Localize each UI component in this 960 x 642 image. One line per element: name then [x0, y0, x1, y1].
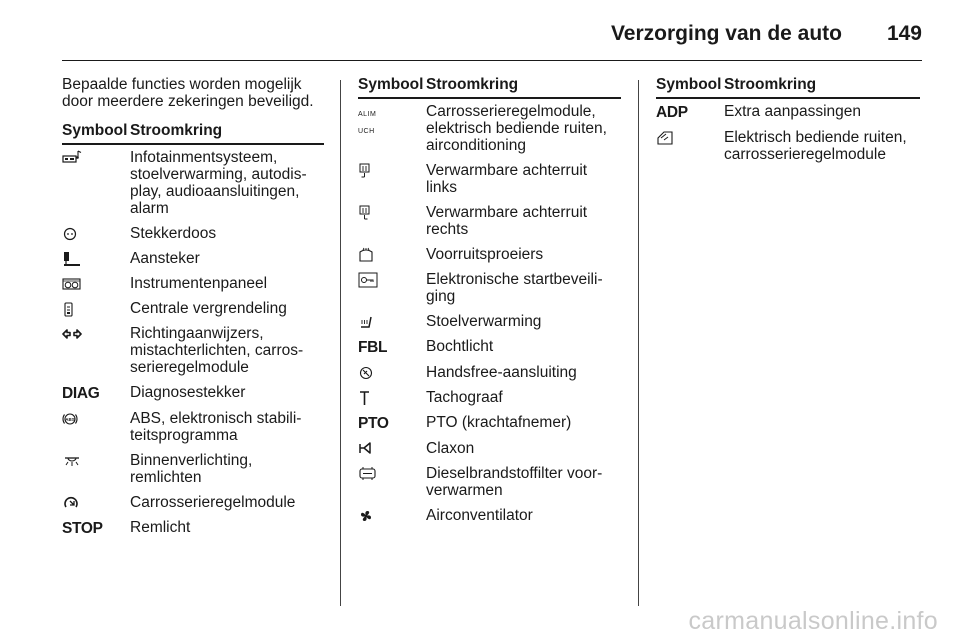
circuit-label: Elektrisch bediende ruiten, carrosserieregelmodule: [724, 129, 907, 163]
intro-text: Bepaalde functies worden mogelijk door meerdere zekeringen beveiligd.: [62, 76, 314, 110]
column-3: [656, 76, 920, 171]
interior-light-icon: [62, 453, 82, 469]
column-1: [62, 76, 324, 545]
body-control-icon: [62, 495, 82, 511]
table-row: [358, 313, 621, 330]
page-number: 149: [886, 22, 922, 45]
circuit-label: Stoelverwarming: [426, 313, 542, 330]
table-row: [358, 204, 621, 238]
circuit-label: Verwarmbare achterruit links: [426, 162, 588, 196]
table-row: [62, 519, 324, 537]
pto-symbol: PTO: [358, 415, 389, 432]
circuit-label: Remlicht: [130, 519, 191, 536]
circuit-label: Handsfree-aansluiting: [426, 364, 577, 381]
rear-defrost-left-icon: [358, 163, 378, 179]
page-title: Verzorging van de auto: [610, 22, 842, 45]
table-row: [62, 410, 324, 444]
fan-icon: [358, 508, 378, 524]
circuit-label: Airconventilator: [426, 507, 533, 524]
seat-heating-icon: [358, 314, 378, 330]
table-row: [358, 364, 621, 381]
table-row: [62, 149, 324, 217]
table-row: [656, 129, 920, 163]
table-row: [62, 275, 324, 292]
circuit-label: PTO (krachtafnemer): [426, 414, 572, 431]
table-header: [358, 76, 621, 99]
watermark: carmanualsonline.info: [688, 607, 938, 635]
column-divider: [638, 80, 639, 606]
stop-symbol: STOP: [62, 520, 103, 537]
circuit-header: Stroomkring: [130, 122, 223, 139]
power-window-icon: [656, 130, 676, 146]
handsfree-icon: [358, 365, 378, 381]
table-row: [358, 162, 621, 196]
symbol-header: Symbool: [62, 122, 128, 139]
circuit-header: Stroomkring: [426, 76, 519, 93]
table-row: [62, 384, 324, 402]
infotainment-icon: [62, 150, 82, 166]
table-header: [62, 122, 324, 145]
table-row: [358, 440, 621, 457]
washer-icon: [358, 247, 378, 263]
circuit-label: Centrale vergrendeling: [130, 300, 287, 317]
circuit-label: Diagnosestekker: [130, 384, 246, 401]
circuit-header: Stroomkring: [724, 76, 817, 93]
circuit-label: Dieselbrandstoffilter voor-verwarmen: [426, 465, 603, 499]
circuit-label: Instrumentenpaneel: [130, 275, 268, 292]
symbol-header: Symbool: [656, 76, 722, 93]
circuit-label: Claxon: [426, 440, 475, 457]
table-row: [62, 494, 324, 511]
table-row: [656, 103, 920, 121]
page-header: [62, 14, 922, 61]
table-header: [656, 76, 920, 99]
circuit-label: Infotainmentsysteem, stoelverwarming, autodis-play, audioaansluitingen, alarm: [130, 149, 307, 217]
circuit-label: Carrosserieregelmodule, elektrisch bediende ruiten, airconditioning: [426, 103, 607, 154]
alim-symbol: ALIM: [358, 111, 377, 118]
abs-icon: [62, 411, 82, 427]
circuit-label: Extra aanpassingen: [724, 103, 862, 120]
circuit-label: Richtingaanwijzers, mistachterlichten, carros-serieregelmodule: [130, 325, 304, 376]
symbol-header: Symbool: [358, 76, 424, 93]
circuit-label: Tachograaf: [426, 389, 503, 406]
power-socket-icon: [62, 226, 82, 242]
circuit-label: ABS, elektronisch stabili-teitsprogramma: [130, 410, 302, 444]
instrument-panel-icon: [62, 276, 82, 292]
table-row: [62, 225, 324, 242]
fbl-symbol: FBL: [358, 339, 388, 356]
table-row: [358, 465, 621, 499]
immobiliser-key-icon: [358, 272, 378, 288]
table-row: [62, 250, 324, 267]
table-row: [358, 338, 621, 356]
table-row: [62, 325, 324, 376]
table-row: [358, 389, 621, 406]
column-divider: [340, 80, 341, 606]
circuit-label: Elektronische startbeveili-ging: [426, 271, 603, 305]
circuit-label: Carrosserieregelmodule: [130, 494, 296, 511]
circuit-label: Voorruitsproeiers: [426, 246, 544, 263]
circuit-label: Binnenverlichting, remlichten: [130, 452, 253, 486]
table-row: [358, 271, 621, 305]
tachograph-icon: [358, 390, 378, 406]
adp-symbol: ADP: [656, 104, 688, 121]
circuit-label: Stekkerdoos: [130, 225, 217, 242]
table-row: [358, 103, 621, 154]
table-row: [358, 246, 621, 263]
circuit-label: Bochtlicht: [426, 338, 494, 355]
central-lock-icon: [62, 301, 82, 317]
rear-defrost-right-icon: [358, 205, 378, 221]
horn-icon: [358, 441, 378, 457]
circuit-label: Verwarmbare achterruit rechts: [426, 204, 588, 238]
turn-signal-icon: [62, 326, 82, 342]
column-2: [358, 76, 621, 532]
diesel-filter-icon: [358, 466, 378, 482]
table-row: [62, 452, 324, 486]
table-row: [62, 300, 324, 317]
table-row: [358, 414, 621, 432]
table-row: [358, 507, 621, 524]
ignition-icon: [62, 251, 82, 267]
circuit-label: Aansteker: [130, 250, 200, 267]
uch-symbol: UCH: [358, 128, 375, 135]
diag-symbol: DIAG: [62, 385, 100, 402]
svg-text:ABS: ABS: [65, 416, 75, 422]
